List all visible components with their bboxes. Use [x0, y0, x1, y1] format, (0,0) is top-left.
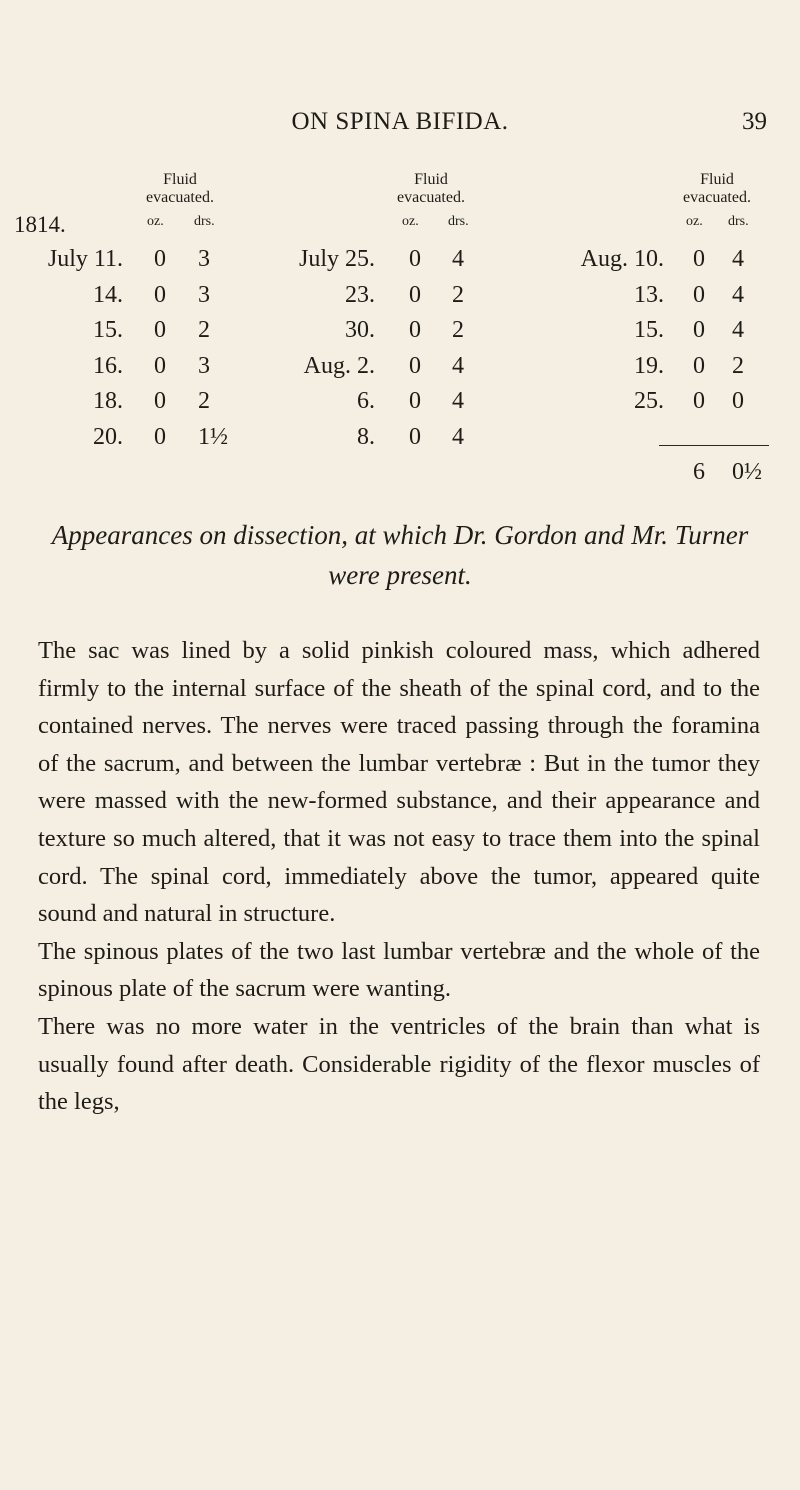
- unit-oz-label: oz.: [402, 214, 419, 229]
- table-oz: 0: [154, 352, 166, 379]
- table-drs: 4: [732, 281, 744, 308]
- unit-oz-label: oz.: [686, 214, 703, 229]
- table-drs: 4: [452, 388, 464, 414]
- table-total-drs: 0½: [732, 459, 762, 485]
- table-oz: 0: [409, 281, 421, 308]
- table-drs: 1½: [198, 423, 228, 450]
- year-label: 1814.: [14, 212, 66, 237]
- table-date: 19.: [634, 352, 664, 379]
- table-oz: 0: [693, 246, 705, 272]
- table-oz: 0: [154, 423, 166, 450]
- column-heading: evacuated.: [146, 189, 214, 206]
- table-drs: 0: [732, 388, 744, 414]
- table-oz: 0: [409, 352, 421, 379]
- table-date: 15.: [93, 317, 123, 343]
- table-drs: 4: [452, 423, 464, 450]
- paragraph: There was no more water in the ventricles of the brain than what is usually found after death. Considerable rigidity of the flexor muscles of the legs,: [38, 1012, 760, 1116]
- table-date: 8.: [357, 423, 375, 450]
- table-drs: 3: [198, 281, 210, 308]
- table-drs: 4: [732, 317, 744, 343]
- table-drs: 4: [452, 352, 464, 379]
- table-oz: 0: [409, 388, 421, 414]
- table-oz: 0: [154, 246, 166, 272]
- table-total-oz: 6: [693, 459, 705, 485]
- table-drs: 3: [198, 246, 210, 272]
- table-date: 25.: [634, 388, 664, 414]
- table-date: July 25.: [298, 246, 375, 272]
- table-oz: 0: [409, 317, 421, 343]
- table-drs: 3: [198, 352, 210, 379]
- column-heading: Fluid: [163, 171, 197, 188]
- table-date: July 11.: [47, 246, 123, 272]
- table-date: 30.: [345, 317, 375, 343]
- page-number: 39: [742, 108, 767, 135]
- table-drs: 2: [198, 317, 210, 343]
- body-text: [38, 632, 760, 1121]
- table-date: 15.: [634, 317, 664, 343]
- table-oz: 0: [154, 281, 166, 308]
- running-title: ON SPINA BIFIDA.: [291, 108, 509, 135]
- table-date: 6.: [357, 388, 375, 414]
- table-date: 18.: [93, 388, 123, 414]
- unit-drs-label: drs.: [728, 214, 749, 229]
- unit-oz-label: oz.: [147, 214, 164, 229]
- column-heading: Fluid: [700, 171, 734, 188]
- table-date: 16.: [93, 352, 123, 379]
- table-oz: 0: [693, 317, 705, 343]
- running-head: [0, 108, 800, 142]
- table-drs: 2: [732, 352, 744, 379]
- table-date: 20.: [93, 423, 123, 450]
- table-oz: 0: [693, 388, 705, 414]
- column-heading: evacuated.: [397, 189, 465, 206]
- table-drs: 2: [452, 281, 464, 308]
- table-date: Aug. 2.: [303, 352, 375, 379]
- table-drs: 2: [452, 317, 464, 343]
- table-oz: 0: [154, 317, 166, 343]
- total-rule: [659, 445, 769, 446]
- section-heading: Appearances on dissection, at which Dr. Gordon and Mr. Turner were present.: [51, 520, 749, 590]
- table-oz: 0: [409, 246, 421, 272]
- table-drs: 4: [732, 246, 744, 272]
- paragraph: The sac was lined by a solid pinkish coloured mass, which adhered firmly to the internal surface of the sheath of the spinal cord, and to the contained nerves. The nerves were traced passing through the foramina of the sacrum, and between the lumbar vertebræ : But in the tumor they were massed with the new-formed substance, and their appearance and texture so much altered, that it was not easy to trace them into the spinal cord. The spinal cord, immediately above the tumor, appeared quite sound and natural in structure.: [38, 637, 760, 928]
- unit-drs-label: drs.: [194, 214, 215, 229]
- table-oz: 0: [693, 281, 705, 308]
- table-date: 23.: [345, 281, 375, 308]
- table-date: 14.: [93, 281, 123, 308]
- table-oz: 0: [154, 388, 166, 414]
- table-date: 13.: [634, 281, 664, 308]
- table-drs: 4: [452, 246, 464, 272]
- table-oz: 0: [693, 352, 705, 379]
- unit-drs-label: drs.: [448, 214, 469, 229]
- table-drs: 2: [198, 388, 210, 414]
- column-heading: Fluid: [414, 171, 448, 188]
- table-oz: 0: [409, 423, 421, 450]
- table-date: Aug. 10.: [580, 246, 664, 272]
- column-heading: evacuated.: [683, 189, 751, 206]
- paragraph: The spinous plates of the two last lumbar vertebræ and the whole of the spinous plate of the sacrum were wanting.: [38, 937, 760, 1003]
